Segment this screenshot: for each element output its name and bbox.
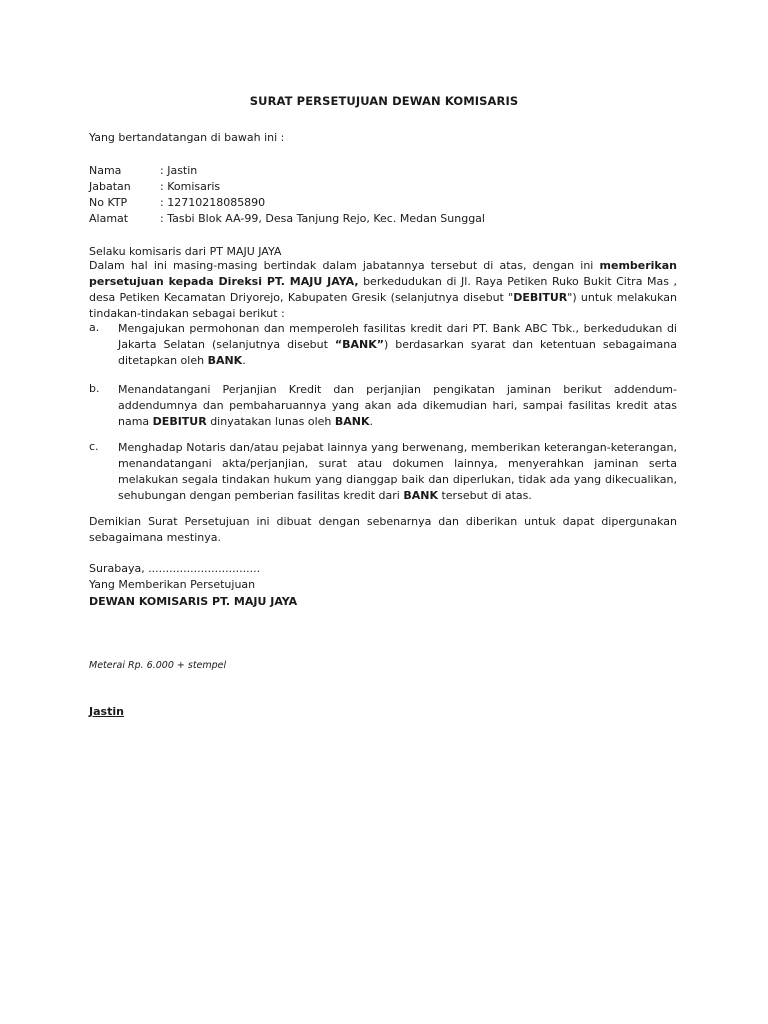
authorization-paragraph xyxy=(89,258,677,322)
debitur-term: DEBITUR xyxy=(513,291,568,304)
item-text: ) berdasarkan syarat dan ketentuan sebagaimana ditetapkan oleh xyxy=(118,338,677,367)
item-bold: DEBITUR xyxy=(152,415,207,428)
item-text: dinyatakan lunas oleh xyxy=(206,415,335,428)
identity-label-alamat: Alamat xyxy=(89,212,129,225)
item-bold: BANK xyxy=(403,489,438,502)
item-text: . xyxy=(369,415,374,428)
identity-value-jabatan: : Komisaris xyxy=(160,180,221,193)
place-date: Surabaya, ................................ xyxy=(89,562,261,575)
list-item-text xyxy=(118,382,677,430)
list-item-text xyxy=(118,440,677,504)
document-title: SURAT PERSETUJUAN DEWAN KOMISARIS xyxy=(249,94,519,108)
identity-value-alamat: : Tasbi Blok AA-99, Desa Tanjung Rejo, Kec. Medan Sunggal xyxy=(160,212,485,225)
closing-paragraph: Demikian Surat Persetujuan ini dibuat dengan sebenarnya dan diberikan untuk dapat dipergunakan sebagaimana mestinya. xyxy=(89,515,677,544)
list-item-text xyxy=(118,321,677,369)
item-bold: “BANK” xyxy=(334,338,384,351)
identity-label-nama: Nama xyxy=(89,164,122,177)
para-text: ") untuk melakukan tindakan-tindakan sebagai berikut : xyxy=(89,291,677,320)
list-item-letter: a. xyxy=(89,321,100,334)
para-text: berkedudukan di Jl. Raya Petiken Ruko Bukit Citra Mas , desa Petiken Kecamatan Driyorejo, Kabupaten Gresik (selanjutnya disebut " xyxy=(89,275,677,304)
capacity-text: Selaku komisaris dari PT MAJU JAYA xyxy=(89,245,282,258)
item-bold: BANK xyxy=(207,354,243,367)
item-bold: BANK xyxy=(334,415,370,428)
identity-label-ktp: No KTP xyxy=(89,196,128,209)
item-text: . xyxy=(242,354,246,367)
para-text: Dalam hal ini masing-masing bertindak dalam jabatannya tersebut di atas, dengan ini xyxy=(89,259,600,272)
board-name: DEWAN KOMISARIS PT. MAJU JAYA xyxy=(89,595,298,608)
para-bold: memberikan persetujuan kepada Direksi PT. MAJU JAYA, xyxy=(89,259,677,288)
item-text: Menghadap Notaris dan/atau pejabat lainnya yang berwenang, memberikan keterangan-keterangan, menandatangani akta/perjanjian, surat atau dokumen lainnya, menyerahkan jaminan serta melakukan segala tindakan hukum yang dianggap baik dan diperlukan, tidak ada yang dikecualikan, sehubungan dengan pemberian fasilitas kredit dari xyxy=(118,441,677,502)
list-item-letter: c. xyxy=(89,440,99,453)
item-text: Mengajukan permohonan dan memperoleh fasilitas kredit dari PT. Bank ABC Tbk., berkedudukan di Jakarta Selatan (selanjutnya disebut xyxy=(118,322,677,351)
signer-name: Jastin xyxy=(89,705,124,718)
list-item-letter: b. xyxy=(89,382,100,395)
stamp-note: Meterai Rp. 6.000 + stempel xyxy=(89,660,227,671)
identity-value-nama: : Jastin xyxy=(160,164,198,177)
identity-label-jabatan: Jabatan xyxy=(89,180,131,193)
identity-value-ktp: : 12710218085890 xyxy=(160,196,266,209)
giver-label: Yang Memberikan Persetujuan xyxy=(89,578,256,591)
item-text: Menandatangani Perjanjian Kredit dan perjanjian pengikatan jaminan berikut addendum-addendumnya dan pembaharuannya yang akan ada dikemudian hari, sampai fasilitas kredit atas nama xyxy=(118,383,677,428)
intro-text: Yang bertandatangan di bawah ini : xyxy=(89,131,285,144)
item-text: tersebut di atas. xyxy=(437,489,532,502)
